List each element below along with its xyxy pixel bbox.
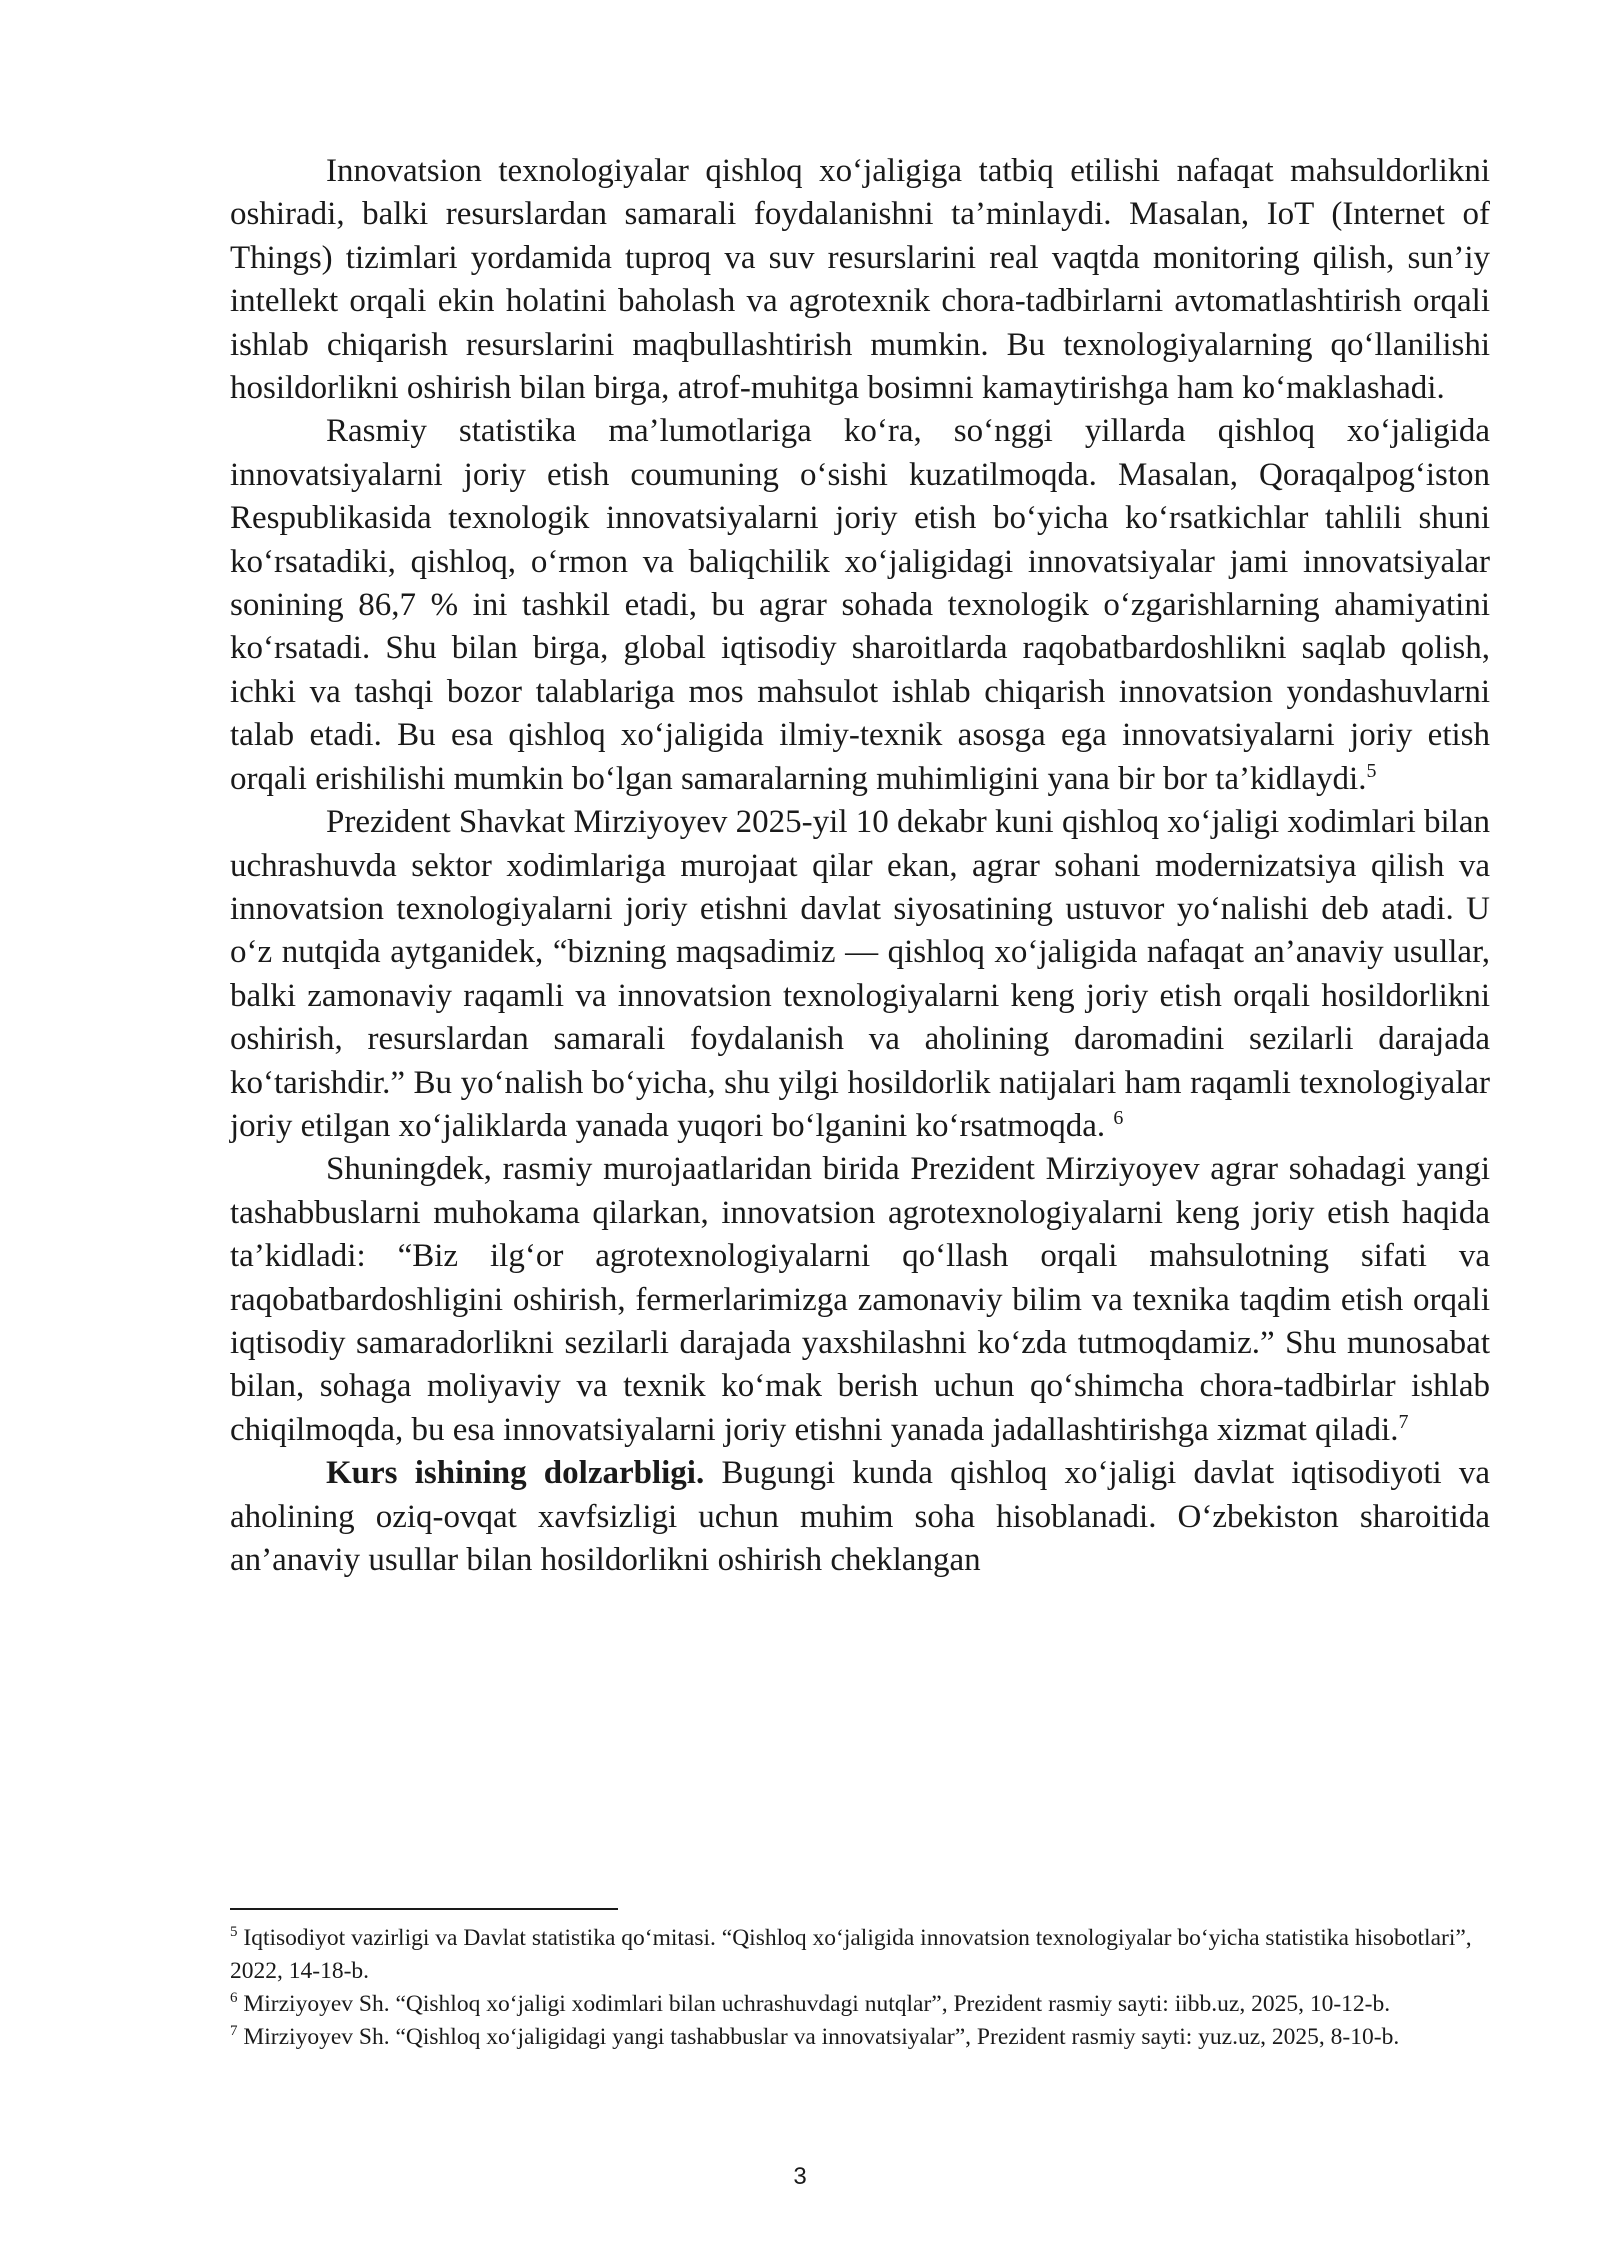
footnote-reference[interactable]: 7 (1398, 1410, 1409, 1433)
paragraph-president-speech (230, 801, 1490, 1148)
page-body (230, 150, 1490, 1582)
footnote-number: 5 (230, 1924, 238, 1941)
paragraph-text: Rasmiy statistika ma’lumotlariga ko‘ra, so‘nggi yillarda qishloq xo‘jaligida innovatsiyalarni joriy etish coumuning o‘sishi kuzatilmoqda. Masalan, Qoraqalpog‘iston Respublikasida texnologik innovatsiyalarni joriy etish bo‘yicha ko‘rsatkichlar tahlili shuni ko‘rsatadiki, qishloq, o‘rmon va baliqchilik xo‘jaligidagi innovatsiyalar jami innovatsiyalar sonining 86,7 % ini tashkil etadi, bu agrar sohada texnologik o‘zgarishlarning ahamiyatini ko‘rsatadi. Shu bilan birga, global iqtisodiy sharoitlarda raqobatbardoshlikni saqlab qolish, ichki va tashqi bozor talablariga mos mahsulot ishlab chiqarish innovatsion yondashuvlarni talab etadi. Bu esa qishloq xo‘jaligida ilmiy-texnik asosga ega innovatsiyalarni joriy etish orqali erishilishi mumkin bo‘lgan samaralarning muhimligini yana bir bor ta’kidlaydi. (230, 413, 1490, 797)
footnote-item (230, 2021, 1490, 2054)
footnote-text: Iqtisodiyot vazirligi va Davlat statistika qo‘mitasi. “Qishloq xo‘jaligida innovatsion texnologiyalar bo‘yicha statistika hisobotlari”, 2022, 14-18-b. (230, 1925, 1472, 1984)
paragraph-text: Bugungi kunda qishloq xo‘jaligi davlat iqtisodiyoti va aholining oziq-ovqat xavfsizligi uchun muhim soha hisoblanadi. O‘zbekiston sharoitida an’anaviy usullar bilan hosildorlikni oshirish cheklangan (230, 1455, 1491, 1578)
paragraph-statistics (230, 410, 1490, 801)
footnote-reference[interactable]: 5 (1366, 759, 1377, 782)
paragraph-text: Innovatsion texnologiyalar qishloq xo‘jaligiga tatbiq etilishi nafaqat mahsuldorlikni oshiradi, balki resurslardan samarali foydalanishni ta’minlaydi. Masalan, IoT (Internet of Things) tizimlari yordamida tuproq va suv resurslarini real vaqtda monitoring qilish, sun’iy intellekt orqali ekin holatini baholash va agrotexnik chora-tadbirlarni avtomatlashtirish orqali ishlab chiqarish resurslarini maqbullashtirish mumkin. Bu texnologiyalarning qo‘llanilishi hosildorlikni oshirish bilan birga, atrof-muhitga bosimni kamaytirishga ham ko‘maklashadi. (230, 153, 1490, 407)
footnote-text: Mirziyoyev Sh. “Qishloq xo‘jaligidagi yangi tashabbuslar va innovatsiyalar”, Prezident rasmiy sayti: yuz.uz, 2025, 8-10-b. (243, 2024, 1400, 2050)
footnote-number: 7 (230, 2023, 238, 2040)
paragraph-text: Shuningdek, rasmiy murojaatlaridan birida Prezident Mirziyoyev agrar sohadagi yangi tashabbuslarni muhokama qilarkan, innovatsion agrotexnologiyalarni keng joriy etish haqida ta’kidladi: “Biz ilg‘or agrotexnologiyalarni qo‘llash orqali mahsulotning sifati va raqobatbardoshligini oshirish, fermerlarimizga zamonaviy bilim va texnika taqdim etish orqali iqtisodiy samaradorlikni sezilarli darajada yaxshilashni ko‘zda tutmoqdamiz.” Shu munosabat bilan, sohaga moliyaviy va texnik ko‘mak berish uchun qo‘shimcha chora-tadbirlar ishlab chiqilmoqda, bu esa innovatsiyalarni joriy etishni yanada jadallashtirishga xizmat qiladi. (230, 1151, 1490, 1448)
paragraph-relevance (230, 1452, 1490, 1582)
footnote-text: Mirziyoyev Sh. “Qishloq xo‘jaligi xodimlari bilan uchrashuvdagi nutqlar”, Prezident rasmiy sayti: iibb.uz, 2025, 10-12-b. (243, 1991, 1391, 2017)
paragraph-text: Prezident Shavkat Mirziyoyev 2025-yil 10 dekabr kuni qishloq xo‘jaligi xodimlari bilan uchrashuvda sektor xodimlariga murojaat qilar ekan, agrar sohani modernizatsiya qilish va innovatsion texnologiyalarni joriy etishni davlat siyosatining ustuvor yo‘nalishi deb atadi. U o‘z nutqida aytganidek, “bizning maqsadimiz — qishloq xo‘jaligida nafaqat an’anaviy usullar, balki zamonaviy raqamli va innovatsion texnologiyalarni keng joriy etish orqali hosildorlikni oshirish, resurslardan samarali foydalanish va aholining daromadini sezilarli darajada ko‘tarishdir.” Bu yo‘nalish bo‘yicha, shu yilgi hosildorlik natijalari ham raqamli texnologiyalar joriy etilgan xo‘jaliklarda yanada yuqori bo‘lganini ko‘rsatmoqda. (230, 804, 1490, 1144)
paragraph-president-address (230, 1148, 1490, 1452)
footnote-number: 6 (230, 1990, 238, 2007)
footnote-separator (230, 1908, 618, 1910)
footnote-reference[interactable]: 6 (1113, 1106, 1124, 1129)
footnote-item (230, 1922, 1490, 1988)
page-number: 3 (793, 2163, 807, 2190)
footnotes-section (230, 1922, 1490, 2054)
paragraph-innovations-intro (230, 150, 1490, 410)
footnote-item (230, 1988, 1490, 2021)
section-lead-heading: Kurs ishining dolzarbligi. (326, 1455, 705, 1492)
